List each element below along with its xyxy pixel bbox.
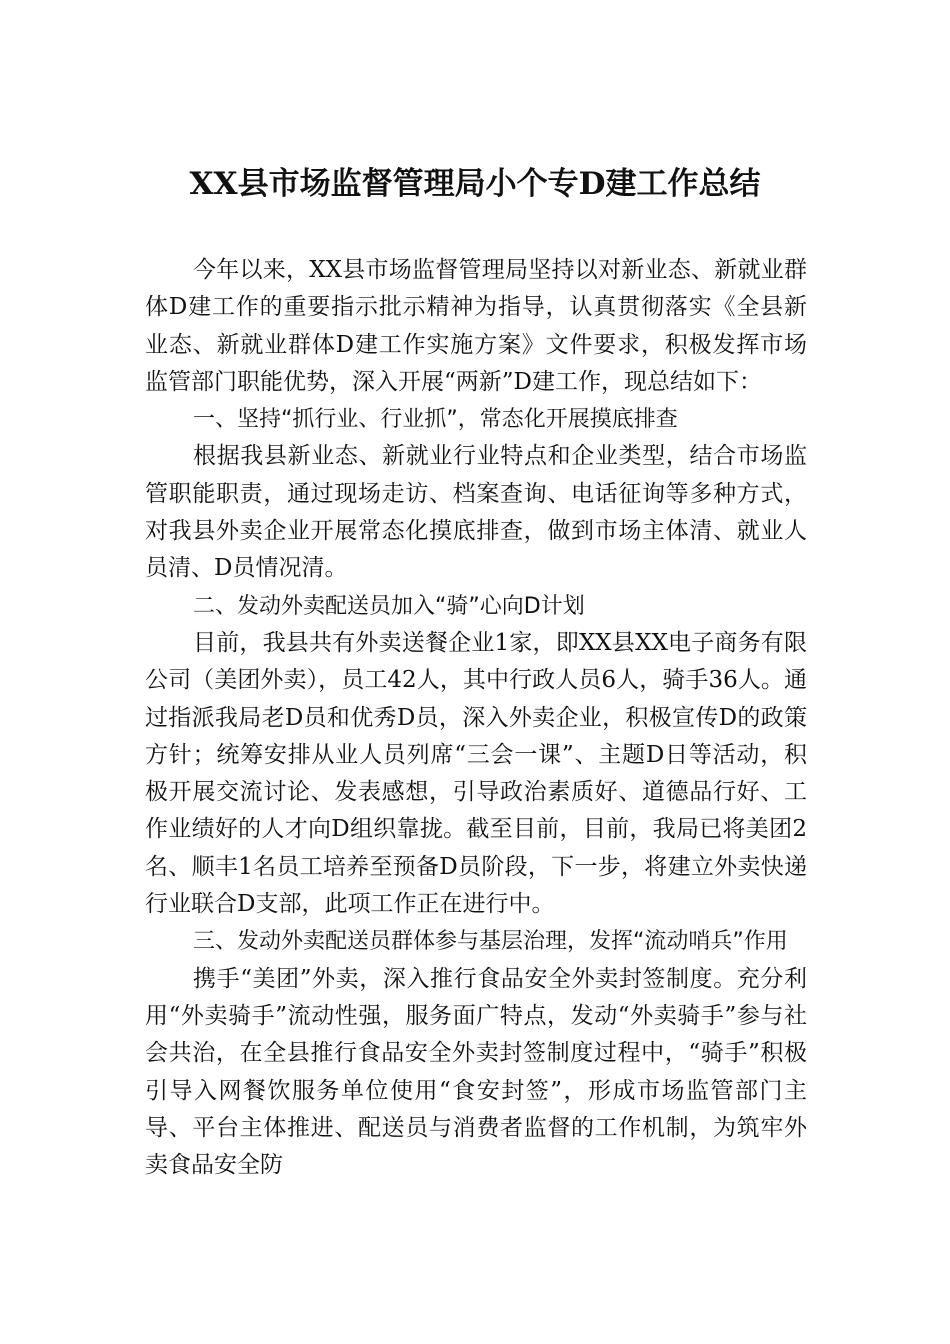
section-3-heading: 三、发动外卖配送员群体参与基层治理，发挥“流动哨兵”作用 bbox=[193, 929, 788, 955]
intro-paragraph: 今年以来，XX县市场监督管理局坚持以对新业态、新就业群体D建工作的重要指示批示精神为指导，认真贯彻落实《全县新业态、新就业群体D建工作实施方案》文件要求，积极发挥市场监管部门职能优势，深入开展“两新”D建工作，现总结如下： bbox=[145, 257, 807, 395]
section-2-heading: 二、发动外卖配送员加入“骑”心向D计划 bbox=[193, 593, 585, 619]
document-body bbox=[145, 252, 807, 1184]
section-2-paragraph: 目前，我县共有外卖送餐企业1家，即XX县XX电子商务有限公司（美团外卖），员工42人，其中行政人员6人，骑手36人。通过指派我局老D员和优秀D员，深入外卖企业，积极宣传D的政策方针；统筹安排从业人员列席“三会一课”、主题D日等活动，积极开展交流讨论、发表感想，引导政治素质好、道德品行好、工作业绩好的人才向D组织靠拢。截至目前，目前，我局已将美团2名、顺丰1名员工培养至预备D员阶段，下一步，将建立外卖快递行业联合D支部，此项工作正在进行中。 bbox=[145, 629, 807, 918]
document-title: XX县市场监督管理局小个专D建工作总结 bbox=[189, 166, 761, 202]
section-3-paragraph: 携手“美团”外卖，深入推行食品安全外卖封签制度。充分利用“外卖骑手”流动性强，服务面广特点，发动“外卖骑手”参与社会共治，在全县推行食品安全外卖封签制度过程中，“骑手”积极引导入网餐饮服务单位使用“食安封签”，形成市场监管部门主导、平台主体推进、配送员与消费者监督的工作机制，为筑牢外卖食品安全防 bbox=[145, 965, 807, 1179]
section-1-paragraph: 根据我县新业态、新就业行业特点和企业类型，结合市场监管职能职责，通过现场走访、档案查询、电话征询等多种方式，对我县外卖企业开展常态化摸底排查，做到市场主体清、就业人员清、D员情况清。 bbox=[145, 443, 807, 582]
section-1-heading: 一、坚持“抓行业、行业抓”，常态化开展摸底排查 bbox=[193, 407, 678, 433]
